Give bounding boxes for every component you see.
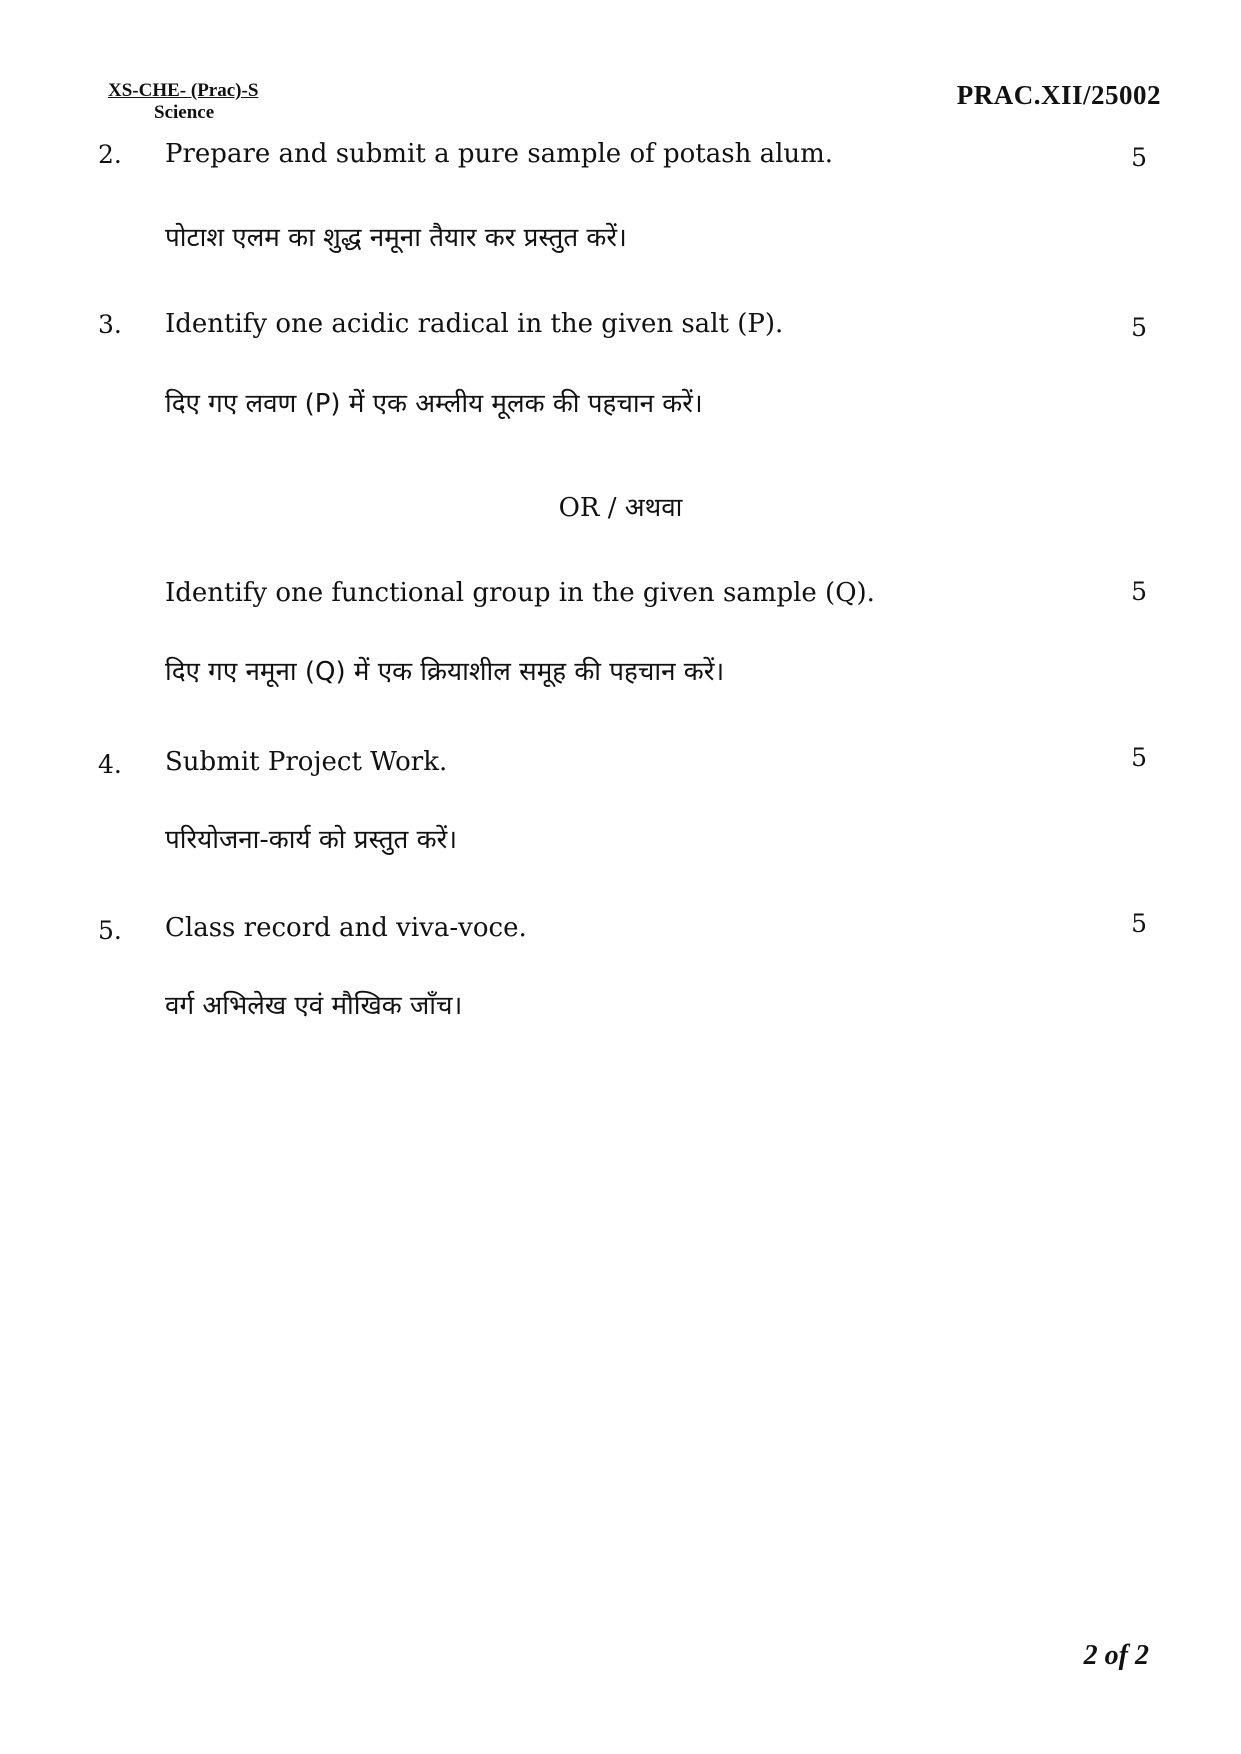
exam-code: PRAC.XII/25002: [956, 80, 1161, 110]
question-text-hindi: वर्ग अभिलेख एवं मौखिक जाँच।: [165, 991, 463, 1021]
question-number: 4.: [98, 750, 122, 779]
question-number: 5.: [98, 916, 122, 945]
question-text-hindi: पोटाश एलम का शुद्ध नमूना तैयार कर प्रस्तुत करें।: [165, 223, 627, 253]
page-indicator: 2 of 2: [1083, 1640, 1149, 1671]
subject-label: Science: [154, 102, 215, 123]
question-text-hindi: परियोजना-कार्य को प्रस्तुत करें।: [165, 825, 458, 855]
question-marks: 5: [1131, 743, 1147, 772]
question-text: Prepare and submit a pure sample of potash alum.: [165, 139, 834, 169]
paper-code: XS-CHE- (Prac)-S: [108, 80, 259, 101]
question-marks: 5: [1131, 143, 1147, 172]
question-text: Class record and viva-voce.: [165, 913, 527, 943]
or-separator: OR / अथवा: [558, 493, 683, 523]
question-marks: 5: [1131, 909, 1147, 938]
question-alt-marks: 5: [1131, 577, 1147, 606]
question-alt-text-hindi: दिए गए नमूना (Q) में एक क्रियाशील समूह की पहचान करें।: [165, 657, 725, 687]
question-marks: 5: [1131, 313, 1147, 342]
question-text-hindi: दिए गए लवण (P) में एक अम्लीय मूलक की पहचान करें।: [165, 389, 703, 419]
paper-header: [108, 80, 258, 124]
question-text: Submit Project Work.: [165, 747, 448, 777]
question-number: 3.: [98, 310, 122, 339]
question-alt-text: Identify one functional group in the given sample (Q).: [165, 578, 875, 608]
question-text: Identify one acidic radical in the given salt (P).: [165, 309, 784, 339]
question-number: 2.: [98, 140, 122, 169]
